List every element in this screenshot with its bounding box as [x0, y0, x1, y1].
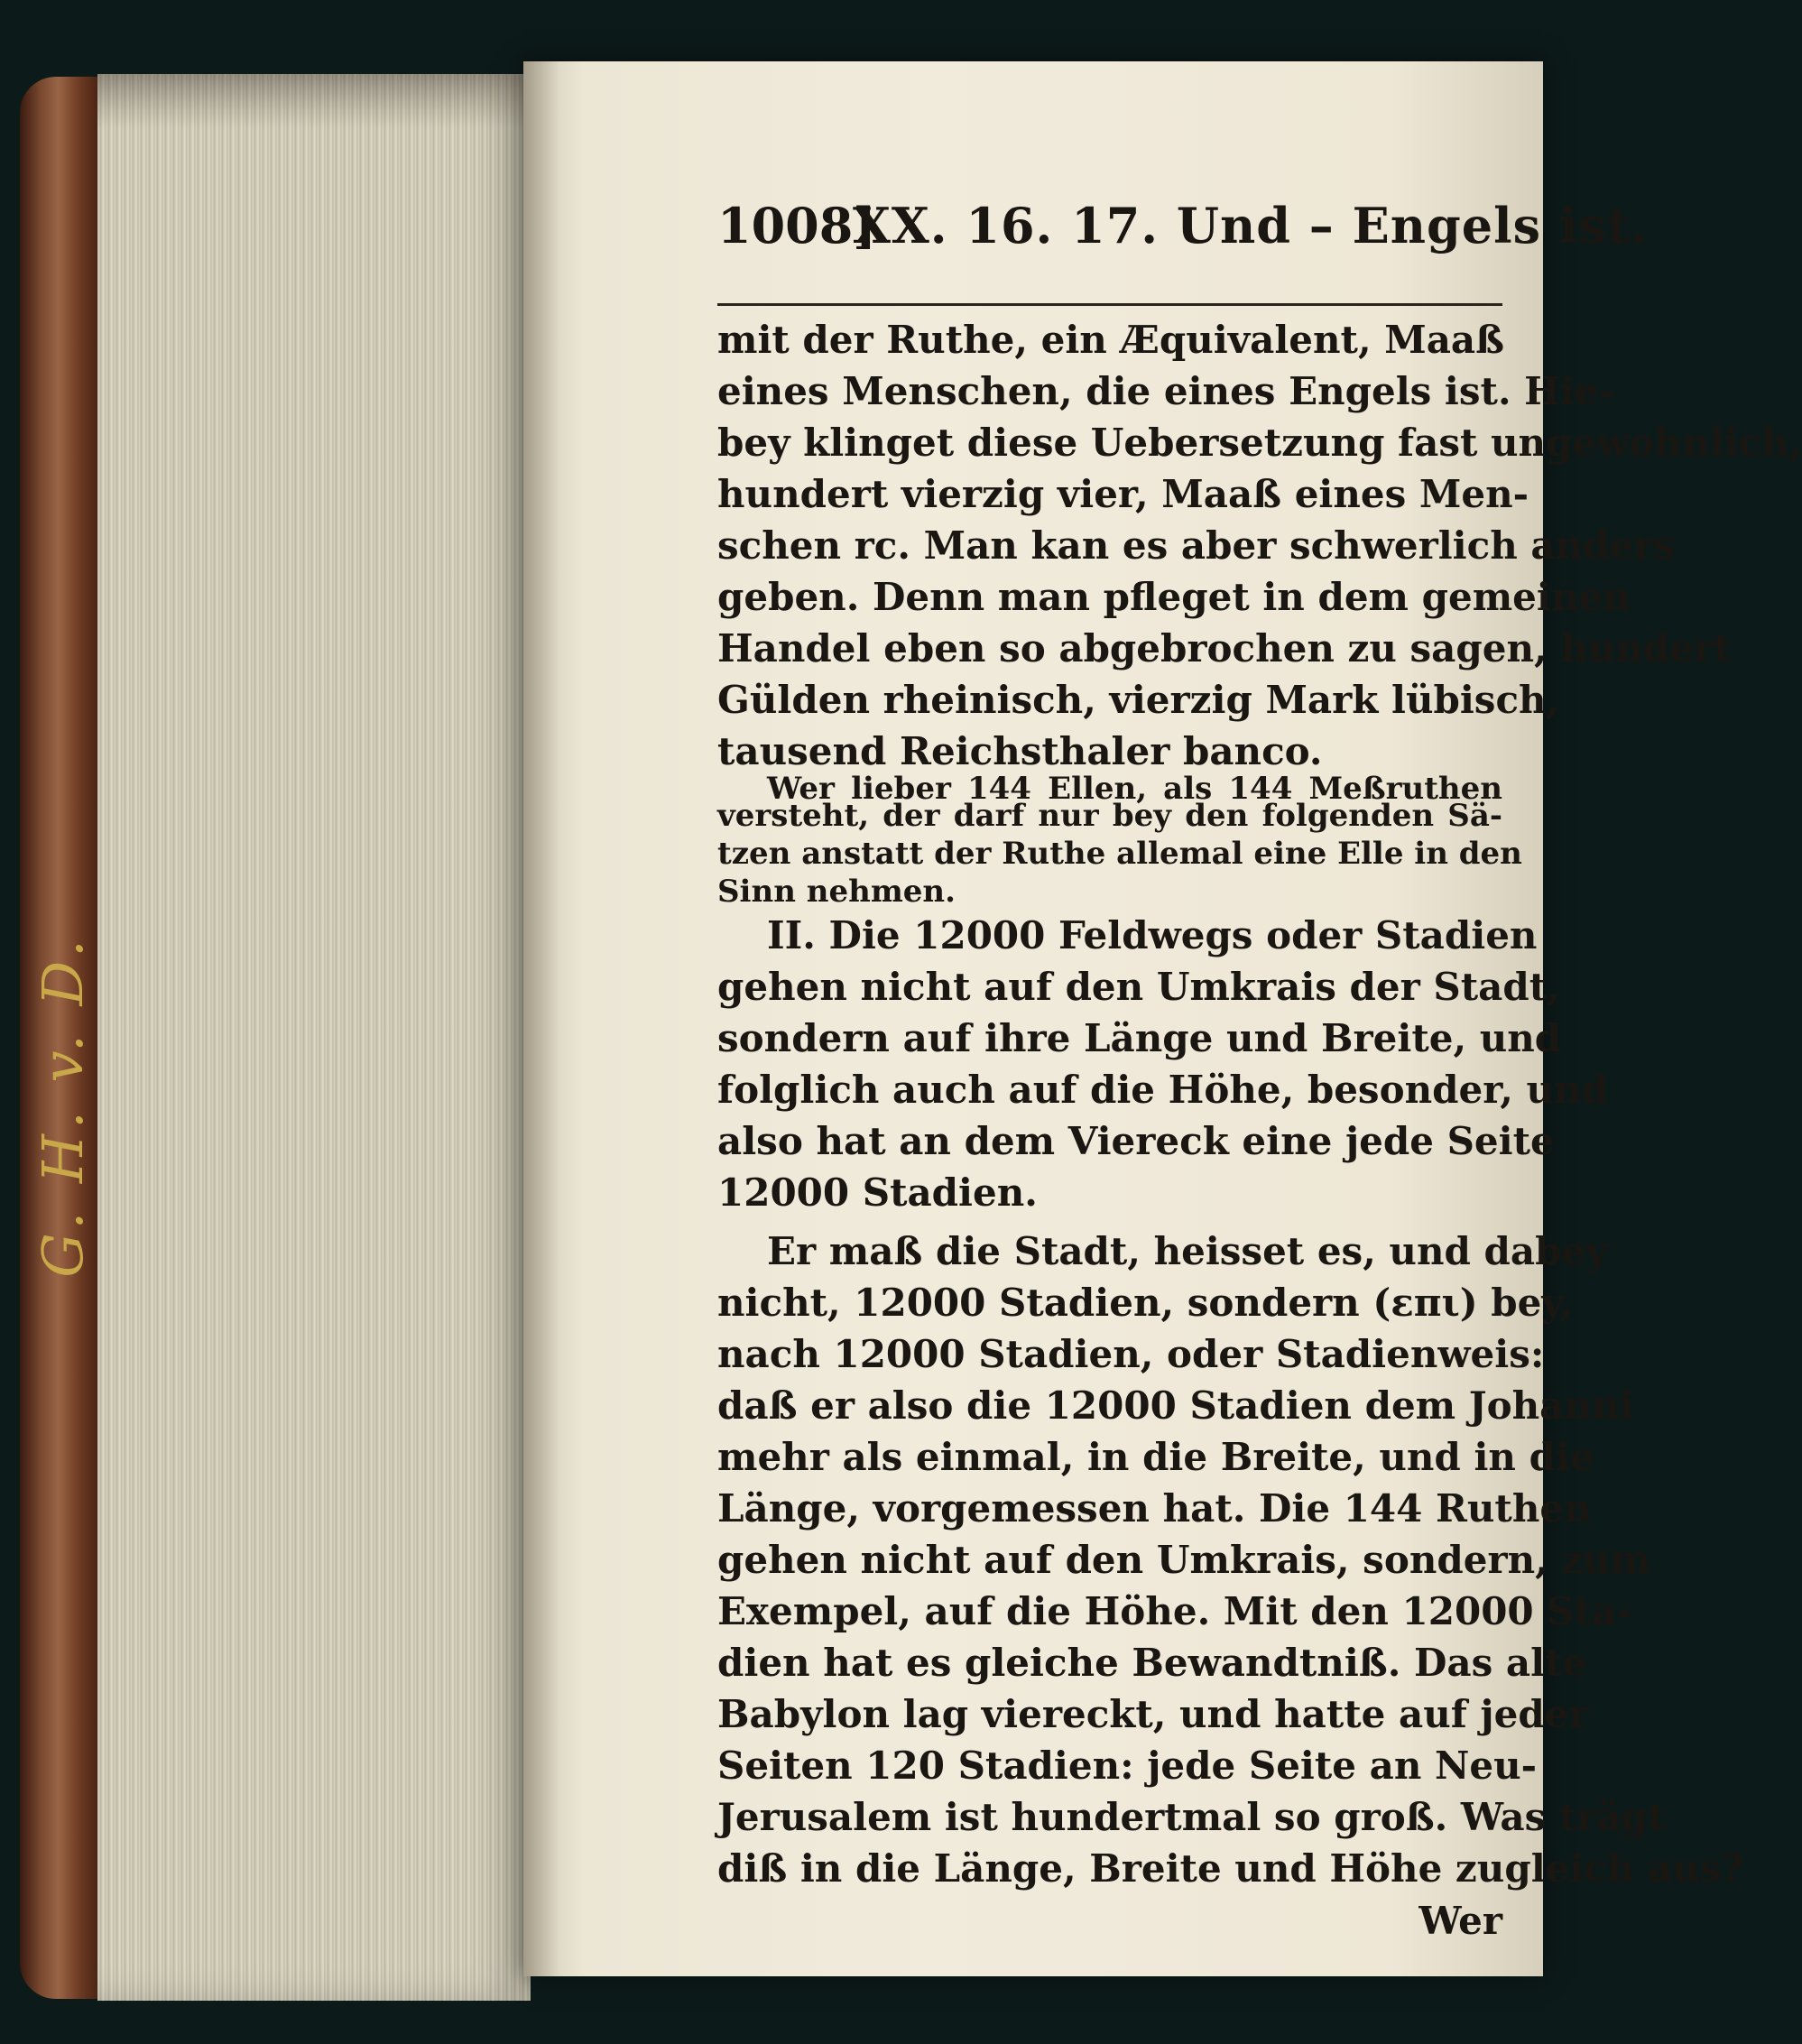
text-line: 12000 Stadien.: [717, 1170, 1038, 1215]
text-line: geben. Denn man pfleget in dem gemeinen: [717, 575, 1631, 619]
text-line: nach 12000 Stadien, oder Stadienweis:: [717, 1332, 1545, 1376]
text-line: Babylon lag viereckt, und hatte auf jeder: [717, 1692, 1589, 1736]
text-line: also hat an dem Viereck eine jede Seite: [717, 1119, 1555, 1163]
text-line: II. Die 12000 Feldwegs oder Stadien: [767, 913, 1538, 957]
text-line: mit der Ruthe, ein Æquivalent, Maaß: [717, 318, 1505, 362]
header-rule: [717, 303, 1502, 306]
text-line: gehen nicht auf den Umkrais der Stadt,: [717, 965, 1560, 1009]
text-line: tausend Reichsthaler banco.: [717, 729, 1323, 773]
text-line: Exempel, auf die Höhe. Mit den 12000 Sta-: [717, 1589, 1632, 1633]
text-line: sondern auf ihre Länge und Breite, und: [717, 1016, 1562, 1060]
page-number: 1008]: [717, 197, 876, 254]
text-line: bey klinget diese Uebersetzung fast ungewohnlich,: [717, 421, 1802, 465]
catchword: Wer: [1418, 1899, 1502, 1943]
running-title: XX. 16. 17. Und – Engels ist.: [853, 197, 1649, 254]
book-page: [523, 61, 1802, 1976]
text-line: Gülden rheinisch, vierzig Mark lübisch,: [717, 678, 1560, 722]
book-spine: [20, 77, 106, 1999]
running-header: [717, 197, 1649, 260]
note-line: tzen anstatt der Ruthe allemal eine Elle in den: [717, 836, 1522, 872]
text-line: folglich auch auf die Höhe, besonder, und: [717, 1068, 1608, 1112]
text-line: Er maß die Stadt, heisset es, und dabey: [767, 1229, 1608, 1273]
text-line: gehen nicht auf den Umkrais, sondern, zum: [717, 1538, 1651, 1582]
text-line: schen rc. Man kan es aber schwerlich anders: [717, 523, 1675, 568]
note-line: versteht, der darf nur bey den folgenden Sä-: [717, 798, 1502, 834]
text-line: eines Menschen, die eines Engels ist. Hie-: [717, 369, 1614, 413]
text-line: nicht, 12000 Stadien, sondern (επι) bey,: [717, 1281, 1574, 1325]
page-edges: [97, 74, 531, 2001]
spine-lettering: [29, 853, 97, 1358]
text-line: hundert vierzig vier, Maaß eines Men-: [717, 472, 1529, 516]
page-gutter: [523, 61, 559, 1976]
text-line: Handel eben so abgebrochen zu sagen, hundert: [717, 626, 1732, 671]
spine-lettering-text: G. H. v. D.: [30, 933, 97, 1278]
text-line: Länge, vorgemessen hat. Die 144 Ruthen: [717, 1486, 1592, 1531]
text-line: Jerusalem ist hundertmal so groß. Was trägt: [717, 1795, 1666, 1839]
text-line: diß in die Länge, Breite und Höhe zugleich aus?: [717, 1846, 1744, 1891]
page-edges-shadow: [97, 74, 531, 128]
text-line: daß er also die 12000 Stadien dem Johanni: [717, 1383, 1634, 1428]
text-line: dien hat es gleiche Bewandtniß. Das alte: [717, 1641, 1587, 1685]
note-line: Sinn nehmen.: [717, 874, 956, 910]
text-line: Seiten 120 Stadien: jede Seite an Neu-: [717, 1743, 1538, 1788]
text-line: mehr als einmal, in die Breite, und in die: [717, 1435, 1594, 1479]
note-line: Wer lieber 144 Ellen, als 144 Meßruthen: [767, 771, 1502, 807]
